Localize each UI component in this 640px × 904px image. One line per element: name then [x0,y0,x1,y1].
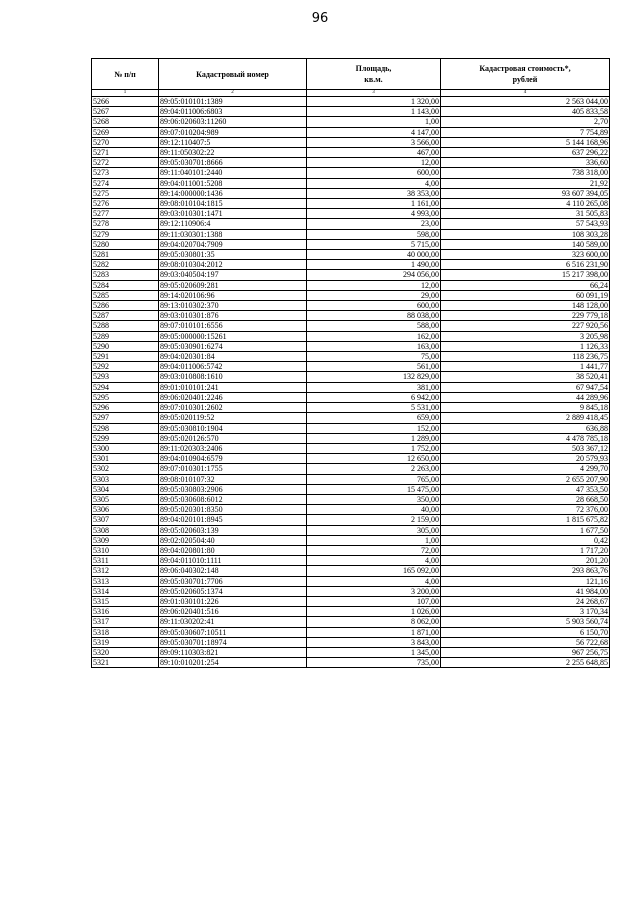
row-number-cell: 5300 [92,443,159,453]
table-row [92,229,610,239]
cadastral-value-cell: 1 717,20 [441,545,610,555]
cadastral-value-cell: 2 255 648,85 [441,658,610,668]
table-row [92,433,610,443]
area-cell: 735,00 [307,658,441,668]
row-number-cell: 5311 [92,556,159,566]
table-row [92,107,610,117]
table-row [92,352,610,362]
table-row [92,403,610,413]
row-number-cell: 5278 [92,219,159,229]
cadastral-number-cell: 89:04:011006:5742 [159,362,307,372]
area-cell: 40 000,00 [307,250,441,260]
header-row-number: № п/п [92,59,159,90]
table-row [92,423,610,433]
table-row [92,199,610,209]
row-number-cell: 5272 [92,158,159,168]
area-cell: 4,00 [307,178,441,188]
cadastral-number-cell: 89:11:040101:2440 [159,168,307,178]
table-row [92,372,610,382]
table-row [92,290,610,300]
row-number-cell: 5294 [92,382,159,392]
area-cell: 162,00 [307,331,441,341]
cadastral-number-cell: 89:05:030701:18974 [159,637,307,647]
row-number-cell: 5282 [92,260,159,270]
column-index: 1 [92,90,159,97]
area-cell: 765,00 [307,474,441,484]
cadastral-number-cell: 89:11:030202:41 [159,617,307,627]
area-cell: 600,00 [307,301,441,311]
cadastral-value-cell: 5 903 560,74 [441,617,610,627]
cadastral-value-cell: 24 268,67 [441,596,610,606]
cadastral-number-cell: 89:01:030101:226 [159,596,307,606]
cadastral-value-cell: 323 600,00 [441,250,610,260]
cadastral-number-cell: 89:04:020704:7909 [159,239,307,249]
table-row [92,209,610,219]
row-number-cell: 5281 [92,250,159,260]
table-row [92,301,610,311]
cadastral-value-cell: 31 505,83 [441,209,610,219]
table-row [92,117,610,127]
cadastral-value-cell: 9 845,18 [441,403,610,413]
area-cell: 12 650,00 [307,454,441,464]
row-number-cell: 5313 [92,576,159,586]
cadastral-value-cell: 3 205,98 [441,331,610,341]
cadastral-value-cell: 229 779,18 [441,311,610,321]
row-number-cell: 5270 [92,137,159,147]
table-row [92,178,610,188]
table-row [92,392,610,402]
area-cell: 165 092,00 [307,566,441,576]
cadastral-value-cell: 148 128,00 [441,301,610,311]
area-cell: 15 475,00 [307,484,441,494]
area-cell: 38 353,00 [307,188,441,198]
cadastral-number-cell: 89:03:040504:197 [159,270,307,280]
row-number-cell: 5289 [92,331,159,341]
row-number-cell: 5307 [92,515,159,525]
row-number-cell: 5288 [92,321,159,331]
table-row [92,270,610,280]
row-number-cell: 5305 [92,494,159,504]
area-cell: 561,00 [307,362,441,372]
cadastral-value-cell: 6 150,70 [441,627,610,637]
row-number-cell: 5274 [92,178,159,188]
area-cell: 12,00 [307,280,441,290]
area-cell: 1 490,00 [307,260,441,270]
cadastral-number-cell: 89:05:030701:8666 [159,158,307,168]
cadastral-value-cell: 0,42 [441,535,610,545]
cadastral-number-cell: 89:04:011006:6803 [159,107,307,117]
cadastral-number-cell: 89:07:010101:6556 [159,321,307,331]
table-row [92,362,610,372]
cadastral-number-cell: 89:03:010808:1610 [159,372,307,382]
cadastral-value-cell: 44 289,96 [441,392,610,402]
cadastral-number-cell: 89:06:020603:11260 [159,117,307,127]
cadastral-value-cell: 4 110 265,08 [441,199,610,209]
table-row [92,341,610,351]
table-row [92,494,610,504]
row-number-cell: 5314 [92,586,159,596]
cadastral-number-cell: 89:05:000000:15261 [159,331,307,341]
row-number-cell: 5275 [92,188,159,198]
cadastral-value-cell: 227 920,56 [441,321,610,331]
cadastral-value-cell: 6 516 231,90 [441,260,610,270]
table-row [92,413,610,423]
table-body [92,97,610,668]
area-cell: 1 161,00 [307,199,441,209]
cadastral-value-cell: 7 754,89 [441,127,610,137]
row-number-cell: 5293 [92,372,159,382]
area-cell: 1 871,00 [307,627,441,637]
cadastral-number-cell: 89:04:020301:84 [159,352,307,362]
cadastral-number-cell: 89:05:030607:10511 [159,627,307,637]
area-cell: 1,00 [307,117,441,127]
column-index: 2 [159,90,307,97]
area-cell: 88 038,00 [307,311,441,321]
cadastral-table [91,58,610,668]
row-number-cell: 5284 [92,280,159,290]
cadastral-number-cell: 89:05:020126:570 [159,433,307,443]
table-header [92,59,610,97]
row-number-cell: 5292 [92,362,159,372]
header-row [92,59,610,90]
cadastral-value-cell: 637 296,22 [441,148,610,158]
table-row [92,658,610,668]
area-cell: 163,00 [307,341,441,351]
table-row [92,188,610,198]
cadastral-value-cell: 4 299,70 [441,464,610,474]
table-row [92,515,610,525]
cadastral-value-cell: 20 579,93 [441,454,610,464]
cadastral-value-cell: 2 563 044,00 [441,97,610,107]
cadastral-number-cell: 89:11:050302:22 [159,148,307,158]
row-number-cell: 5269 [92,127,159,137]
cadastral-value-cell: 1 441,77 [441,362,610,372]
cadastral-number-cell: 89:08:010304:2012 [159,260,307,270]
header-cadastral-value: Кадастровая стоимость*, рублей [441,59,610,90]
area-cell: 3 843,00 [307,637,441,647]
column-index: 4 [441,90,610,97]
table-row [92,535,610,545]
row-number-cell: 5266 [92,97,159,107]
row-number-cell: 5285 [92,290,159,300]
table-row [92,239,610,249]
table-row [92,617,610,627]
cadastral-value-cell: 72 376,00 [441,505,610,515]
area-cell: 1 026,00 [307,607,441,617]
cadastral-value-cell: 140 589,00 [441,239,610,249]
cadastral-value-cell: 15 217 398,00 [441,270,610,280]
cadastral-number-cell: 89:08:010107:32 [159,474,307,484]
row-number-cell: 5304 [92,484,159,494]
cadastral-number-cell: 89:02:020504:40 [159,535,307,545]
table-row [92,280,610,290]
cadastral-number-cell: 89:14:000000:1436 [159,188,307,198]
row-number-cell: 5268 [92,117,159,127]
area-cell: 5 531,00 [307,403,441,413]
table-row [92,556,610,566]
table-row [92,331,610,341]
cadastral-value-cell: 28 668,50 [441,494,610,504]
cadastral-value-cell: 405 833,58 [441,107,610,117]
table-row [92,250,610,260]
cadastral-number-cell: 89:05:030803:2906 [159,484,307,494]
cadastral-number-cell: 89:07:010301:1755 [159,464,307,474]
table-row [92,586,610,596]
area-cell: 1,00 [307,535,441,545]
row-number-cell: 5295 [92,392,159,402]
table-row [92,596,610,606]
area-cell: 8 062,00 [307,617,441,627]
area-cell: 1 345,00 [307,647,441,657]
row-number-cell: 5320 [92,647,159,657]
row-number-cell: 5318 [92,627,159,637]
cadastral-number-cell: 89:08:010104:1815 [159,199,307,209]
cadastral-number-cell: 89:05:020301:8350 [159,505,307,515]
table-row [92,321,610,331]
row-number-cell: 5279 [92,229,159,239]
row-number-cell: 5273 [92,168,159,178]
table-row [92,158,610,168]
cadastral-value-cell: 66,24 [441,280,610,290]
table-row [92,627,610,637]
row-number-cell: 5312 [92,566,159,576]
area-cell: 4,00 [307,556,441,566]
area-cell: 72,00 [307,545,441,555]
row-number-cell: 5277 [92,209,159,219]
cadastral-value-cell: 60 091,19 [441,290,610,300]
table-row [92,545,610,555]
table-row [92,576,610,586]
cadastral-value-cell: 2,70 [441,117,610,127]
cadastral-number-cell: 89:05:030810:1904 [159,423,307,433]
cadastral-number-cell: 89:14:020106:96 [159,290,307,300]
area-cell: 659,00 [307,413,441,423]
table-row [92,137,610,147]
cadastral-value-cell: 3 170,34 [441,607,610,617]
area-cell: 12,00 [307,158,441,168]
cadastral-number-cell: 89:07:010301:2602 [159,403,307,413]
header-area: Площадь, кв.м. [307,59,441,90]
area-cell: 107,00 [307,596,441,606]
area-cell: 132 829,00 [307,372,441,382]
cadastral-number-cell: 89:06:020401:516 [159,607,307,617]
cadastral-value-cell: 5 144 168,96 [441,137,610,147]
table-row [92,454,610,464]
cadastral-value-cell: 2 889 418,45 [441,413,610,423]
row-number-cell: 5276 [92,199,159,209]
table-row [92,443,610,453]
area-cell: 305,00 [307,525,441,535]
row-number-cell: 5317 [92,617,159,627]
area-cell: 6 942,00 [307,392,441,402]
cadastral-value-cell: 67 947,54 [441,382,610,392]
cadastral-number-cell: 89:09:110303:821 [159,647,307,657]
cadastral-value-cell: 293 863,76 [441,566,610,576]
area-cell: 75,00 [307,352,441,362]
area-cell: 1 289,00 [307,433,441,443]
area-cell: 598,00 [307,229,441,239]
cadastral-value-cell: 21,92 [441,178,610,188]
row-number-cell: 5302 [92,464,159,474]
cadastral-value-cell: 121,16 [441,576,610,586]
table-row [92,505,610,515]
row-number-cell: 5303 [92,474,159,484]
cadastral-number-cell: 89:05:020605:1374 [159,586,307,596]
cadastral-number-cell: 89:05:030608:6012 [159,494,307,504]
cadastral-number-cell: 89:04:011001:5208 [159,178,307,188]
table-row [92,382,610,392]
cadastral-value-cell: 201,20 [441,556,610,566]
header-cadastral-number: Кадастровый номер [159,59,307,90]
cadastral-number-cell: 89:03:010301:1471 [159,209,307,219]
column-index: 3 [307,90,441,97]
cadastral-number-cell: 89:12:110407:5 [159,137,307,147]
row-number-cell: 5301 [92,454,159,464]
table-row [92,464,610,474]
cadastral-value-cell: 56 722,68 [441,637,610,647]
cadastral-number-cell: 89:05:020119:52 [159,413,307,423]
row-number-cell: 5286 [92,301,159,311]
cadastral-number-cell: 89:06:020401:2246 [159,392,307,402]
cadastral-number-cell: 89:11:020303:2406 [159,443,307,453]
row-number-cell: 5309 [92,535,159,545]
cadastral-number-cell: 89:06:040302:148 [159,566,307,576]
table-row [92,127,610,137]
row-number-cell: 5290 [92,341,159,351]
area-cell: 588,00 [307,321,441,331]
table-row [92,148,610,158]
table-row [92,607,610,617]
cadastral-number-cell: 89:05:020609:281 [159,280,307,290]
area-cell: 23,00 [307,219,441,229]
cadastral-value-cell: 967 256,75 [441,647,610,657]
table-row [92,474,610,484]
area-cell: 5 715,00 [307,239,441,249]
cadastral-value-cell: 738 318,00 [441,168,610,178]
area-cell: 4 147,00 [307,127,441,137]
cadastral-number-cell: 89:05:020603:139 [159,525,307,535]
area-cell: 40,00 [307,505,441,515]
cadastral-value-cell: 636,88 [441,423,610,433]
cadastral-value-cell: 93 607 394,05 [441,188,610,198]
table-row [92,647,610,657]
table-row [92,97,610,107]
row-number-cell: 5283 [92,270,159,280]
table-row [92,484,610,494]
page-number: 96 [311,11,329,26]
cadastral-value-cell: 4 478 785,18 [441,433,610,443]
row-number-cell: 5267 [92,107,159,117]
area-cell: 381,00 [307,382,441,392]
cadastral-number-cell: 89:01:010101:241 [159,382,307,392]
area-cell: 294 056,00 [307,270,441,280]
cadastral-number-cell: 89:07:010204:989 [159,127,307,137]
cadastral-value-cell: 41 984,00 [441,586,610,596]
row-number-cell: 5315 [92,596,159,606]
row-number-cell: 5308 [92,525,159,535]
cadastral-number-cell: 89:10:010201:254 [159,658,307,668]
cadastral-number-cell: 89:03:010301:876 [159,311,307,321]
row-number-cell: 5299 [92,433,159,443]
cadastral-number-cell: 89:04:010904:6579 [159,454,307,464]
area-cell: 600,00 [307,168,441,178]
row-number-cell: 5271 [92,148,159,158]
cadastral-number-cell: 89:04:020101:8945 [159,515,307,525]
row-number-cell: 5310 [92,545,159,555]
row-number-cell: 5316 [92,607,159,617]
cadastral-number-cell: 89:05:030901:6274 [159,341,307,351]
cadastral-value-cell: 1 126,33 [441,341,610,351]
table-row [92,525,610,535]
cadastral-value-cell: 1 677,50 [441,525,610,535]
area-cell: 2 263,00 [307,464,441,474]
cadastral-value-cell: 57 543,93 [441,219,610,229]
cadastral-number-cell: 89:05:030801:35 [159,250,307,260]
area-cell: 350,00 [307,494,441,504]
row-number-cell: 5298 [92,423,159,433]
area-cell: 29,00 [307,290,441,300]
area-cell: 1 320,00 [307,97,441,107]
table-row [92,260,610,270]
area-cell: 467,00 [307,148,441,158]
row-number-cell: 5321 [92,658,159,668]
area-cell: 4 993,00 [307,209,441,219]
area-cell: 4,00 [307,576,441,586]
cadastral-number-cell: 89:04:020801:80 [159,545,307,555]
cadastral-value-cell: 108 303,28 [441,229,610,239]
table-row [92,168,610,178]
table-row [92,637,610,647]
area-cell: 1 143,00 [307,107,441,117]
area-cell: 152,00 [307,423,441,433]
cadastral-number-cell: 89:05:030701:7706 [159,576,307,586]
cadastral-value-cell: 503 367,12 [441,443,610,453]
cadastral-number-cell: 89:05:010101:1389 [159,97,307,107]
row-number-cell: 5297 [92,413,159,423]
row-number-cell: 5296 [92,403,159,413]
cadastral-value-cell: 336,60 [441,158,610,168]
row-number-cell: 5306 [92,505,159,515]
cadastral-number-cell: 89:13:010302:370 [159,301,307,311]
row-number-cell: 5291 [92,352,159,362]
area-cell: 3 566,00 [307,137,441,147]
area-cell: 2 159,00 [307,515,441,525]
cadastral-number-cell: 89:12:110906:4 [159,219,307,229]
cadastral-value-cell: 2 655 207,90 [441,474,610,484]
cadastral-number-cell: 89:11:030301:1388 [159,229,307,239]
table-row [92,219,610,229]
table-row [92,566,610,576]
area-cell: 3 200,00 [307,586,441,596]
cadastral-value-cell: 118 236,75 [441,352,610,362]
column-index-row [92,90,610,97]
table-row [92,311,610,321]
cadastral-number-cell: 89:04:011010:1111 [159,556,307,566]
cadastral-value-cell: 1 815 675,82 [441,515,610,525]
row-number-cell: 5287 [92,311,159,321]
cadastral-value-cell: 47 353,50 [441,484,610,494]
area-cell: 1 752,00 [307,443,441,453]
row-number-cell: 5280 [92,239,159,249]
cadastral-value-cell: 38 520,41 [441,372,610,382]
row-number-cell: 5319 [92,637,159,647]
